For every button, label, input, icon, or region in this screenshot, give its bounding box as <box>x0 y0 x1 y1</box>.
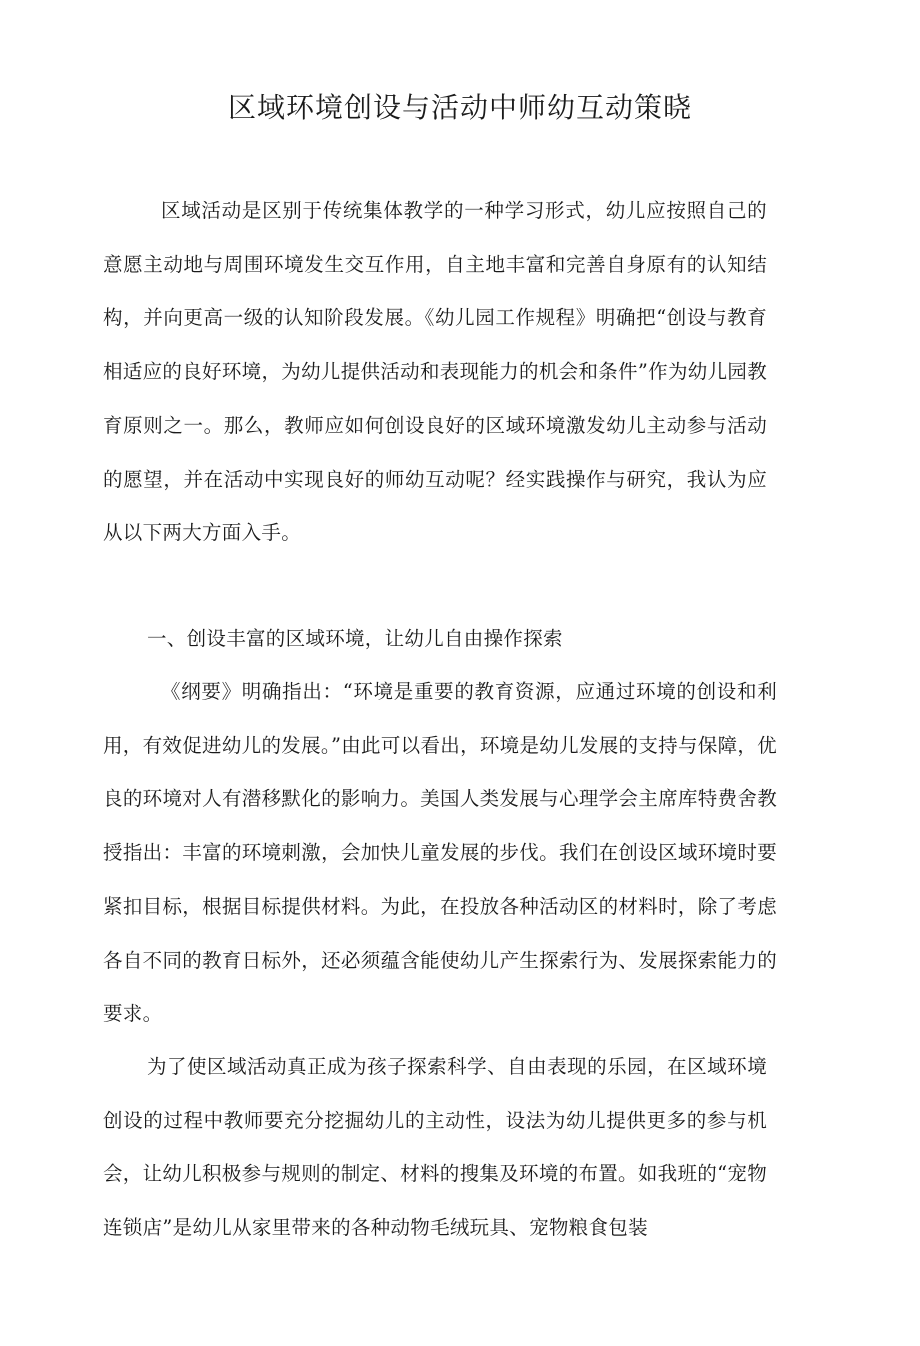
document-title: 区域环境创设与活动中师幼互动策晓 <box>227 91 692 124</box>
intro-paragraph: 区域活动是区别于传统集体教学的一种学习形式，幼儿应按照自己的意愿主动地与周围环境发生交互作用，自主地丰富和完善自身原有的认知结构，并向更高一级的认知阶段发展。《幼儿园工作规程》明确把“创设与教育相适应的良好环境，为幼儿提供活动和表现能力的机会和条件”作为幼儿园教育原则之一。那么，教师应如何创设良好的区域环境激发幼儿主动参与活动的愿望，并在活动中实现良好的师幼互动呢？经实践操作与研究，我认为应从以下两大方面入手。 <box>103 199 767 545</box>
body-paragraph-1: 《纲要》明确指出：“环境是重要的教育资源，应通过环境的创设和利用，有效促进幼儿的发展。”由此可以看出，环境是幼儿发展的支持与保障，优良的环境对人有潜移默化的影响力。美国人类发展与心理学会主席库特费舍教授指出：丰富的环境刺激，会加快儿童发展的步伐。我们在创设区域环境时要紧扣目标，根据目标提供材料。为此，在投放各种活动区的材料时，除了考虑各自不同的教育日标外，还必须蕴含能使幼儿产生探索行为、发展探索能力的要求。 <box>103 680 777 1026</box>
section-heading: 一、创设丰富的区域环境，让幼儿自由操作探索 <box>147 627 563 650</box>
body-paragraph-2: 为了使区域活动真正成为孩子探索科学、自由表现的乐园，在区域环境创设的过程中教师要充分挖掘幼儿的主动性，设法为幼儿提供更多的参与机会，让幼儿积极参与规则的制定、材料的搜集及环境的布置。如我班的“宠物连锁店”是幼儿从家里带来的各种动物毛绒玩具、宠物粮食包装 <box>103 1055 767 1240</box>
